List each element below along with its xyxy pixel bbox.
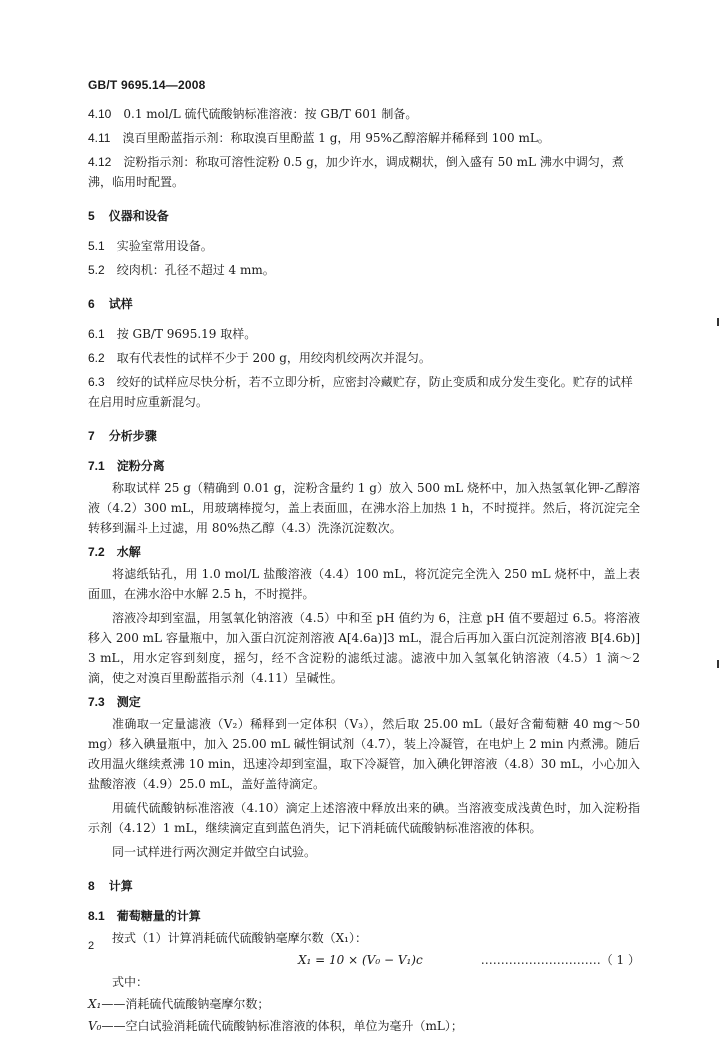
definition-x1 xyxy=(88,994,640,1014)
clause-6-3 xyxy=(88,372,640,412)
subclause-7-2-heading xyxy=(88,542,640,562)
page-content xyxy=(88,104,640,1038)
clause-text: 0.1 mol/L 硫代硫酸钠标准溶液：按 GB/T 601 制备。 xyxy=(123,107,418,121)
formula-1: X₁ = 10 × (V₀ − V₁)c xyxy=(298,953,423,967)
paragraph-7-3-c: 同一试样进行两次测定并做空白试验。 xyxy=(112,845,317,859)
subclause-number: 7.1 xyxy=(88,459,105,473)
formula-intro: 按式（1）计算消耗硫代硫酸钠毫摩尔数（X₁）： xyxy=(112,931,367,945)
definition-text: ——消耗硫代硫酸钠毫摩尔数； xyxy=(101,997,270,1011)
chapter-number: 7 xyxy=(88,429,95,443)
clause-number: 5.1 xyxy=(88,239,105,253)
subclause-number: 7.3 xyxy=(88,695,105,709)
standard-number-header: GB/T 9695.14—2008 xyxy=(88,78,206,92)
paragraph-7-3-a: 准确取一定量滤液（V₂）稀释到一定体积（V₃），然后取 25.00 mL（最好含葡萄糖 40 mg～50 mg）移入碘量瓶中，加入 25.00 mL 碱性铜试剂（4.7），装上冷凝管，在电炉上 2 min 内煮沸。随后改用温火继续煮沸 10 min，迅速冷却到室温，取下冷凝管，加入碘化钾溶液（4.8）30 mL，小心加入盐酸溶液（4.9）25.0 mL，盖好盖待滴定。 xyxy=(88,717,640,791)
clause-number: 6.2 xyxy=(88,351,105,365)
clause-text: 按 GB/T 9695.19 取样。 xyxy=(116,327,257,341)
clause-text: 溴百里酚蓝指示剂：称取溴百里酚蓝 1 g，用 95%乙醇溶解并稀释到 100 mL。 xyxy=(122,131,550,145)
clause-6-1 xyxy=(88,324,640,344)
chapter-7-heading xyxy=(88,426,640,446)
formula-row xyxy=(88,950,640,970)
paragraph-7-3-b: 用硫代硫酸钠标准溶液（4.10）滴定上述溶液中释放出来的碘。当溶液变成浅黄色时，加入淀粉指示剂（4.12）1 mL，继续滴定直到蓝色消失，记下消耗硫代硫酸钠标准溶液的体积。 xyxy=(88,801,640,835)
clause-number: 5.2 xyxy=(88,263,105,277)
clause-4-11 xyxy=(88,128,640,148)
chapter-number: 6 xyxy=(88,297,95,311)
definition-symbol: X₁ xyxy=(88,997,102,1011)
paragraph-7-2-a: 将滤纸钻孔，用 1.0 mol/L 盐酸溶液（4.4）100 mL，将沉淀完全洗入 250 mL 烧杯中，盖上表面皿，在沸水浴中水解 2.5 h，不时搅拌。 xyxy=(88,567,640,601)
subclause-title: 葡萄糖量的计算 xyxy=(116,909,201,923)
chapter-title: 计算 xyxy=(108,879,133,893)
where-label: 式中： xyxy=(112,975,149,989)
chapter-title: 仪器和设备 xyxy=(108,209,169,223)
clause-number: 4.11 xyxy=(88,131,111,145)
clause-text: 绞肉机：孔径不超过 4 mm。 xyxy=(116,263,275,277)
chapter-5-heading xyxy=(88,206,640,226)
clause-number: 4.12 xyxy=(88,155,112,169)
subclause-title: 测定 xyxy=(116,695,141,709)
definition-text: ——空白试验消耗硫代硫酸钠标准溶液的体积，单位为毫升（mL）； xyxy=(101,1019,463,1033)
clause-5-2 xyxy=(88,260,640,280)
clause-number: 6.1 xyxy=(88,327,105,341)
chapter-title: 试样 xyxy=(108,297,133,311)
definition-symbol: V₀ xyxy=(88,1019,102,1033)
clause-5-1 xyxy=(88,236,640,256)
chapter-6-heading xyxy=(88,294,640,314)
paragraph-7-2-b: 溶液冷却到室温，用氢氧化钠溶液（4.5）中和至 pH 值约为 6，注意 pH 值不要超过 6.5。将溶液移入 200 mL 容量瓶中，加入蛋白沉淀剂溶液 A[4.6a)]3 mL，混合后再加入蛋白沉淀剂溶液 B[4.6b)] 3 mL，用水定容到刻度，摇匀，经不含淀粉的滤纸过滤。滤液中加入氢氧化钠溶液（4.5）1 滴～2 滴，使之对溴百里酚蓝指示剂（4.11）呈碱性。 xyxy=(88,611,640,685)
subclause-8-1-heading xyxy=(88,906,640,926)
clause-text: 绞好的试样应尽快分析，若不立即分析，应密封冷藏贮存，防止变质和成分发生变化。贮存的试样在启用时应重新混匀。 xyxy=(88,375,633,409)
paragraph-7-1: 称取试样 25 g（精确到 0.01 g，淀粉含量约 1 g）放入 500 mL 烧杯中，加入热氢氧化钾-乙醇溶液（4.2）300 mL，用玻璃棒搅匀，盖上表面皿，在沸水浴上加热 1 h，不时搅拌。然后，将沉淀完全转移到漏斗上过滤，用 80%热乙醇（4.3）洗涤沉淀数次。 xyxy=(88,481,640,535)
clause-4-10 xyxy=(88,104,640,124)
clause-number: 6.3 xyxy=(88,375,105,389)
definition-v0 xyxy=(88,1016,640,1036)
chapter-8-heading xyxy=(88,876,640,896)
subclause-7-1-heading xyxy=(88,456,640,476)
subclause-number: 8.1 xyxy=(88,909,105,923)
scan-edge-mark xyxy=(717,660,719,668)
scan-edge-mark xyxy=(717,318,719,326)
chapter-number: 8 xyxy=(88,879,95,893)
subclause-7-3-heading xyxy=(88,692,640,712)
clause-text: 取有代表性的试样不少于 200 g，用绞肉机绞两次并混匀。 xyxy=(116,351,431,365)
chapter-title: 分析步骤 xyxy=(108,429,157,443)
subclause-title: 水解 xyxy=(116,545,141,559)
clause-number: 4.10 xyxy=(88,107,112,121)
clause-text: 淀粉指示剂：称取可溶性淀粉 0.5 g，加少许水，调成糊状，倒入盛有 50 mL 沸水中调匀，煮沸，临用时配置。 xyxy=(88,155,624,189)
formula-number: …………………………（ 1 ） xyxy=(480,953,640,967)
clause-4-12 xyxy=(88,152,640,192)
subclause-title: 淀粉分离 xyxy=(116,459,165,473)
subclause-number: 7.2 xyxy=(88,545,105,559)
clause-6-2 xyxy=(88,348,640,368)
page-number: 2 xyxy=(88,940,95,952)
chapter-number: 5 xyxy=(88,209,95,223)
clause-text: 实验室常用设备。 xyxy=(116,239,213,253)
